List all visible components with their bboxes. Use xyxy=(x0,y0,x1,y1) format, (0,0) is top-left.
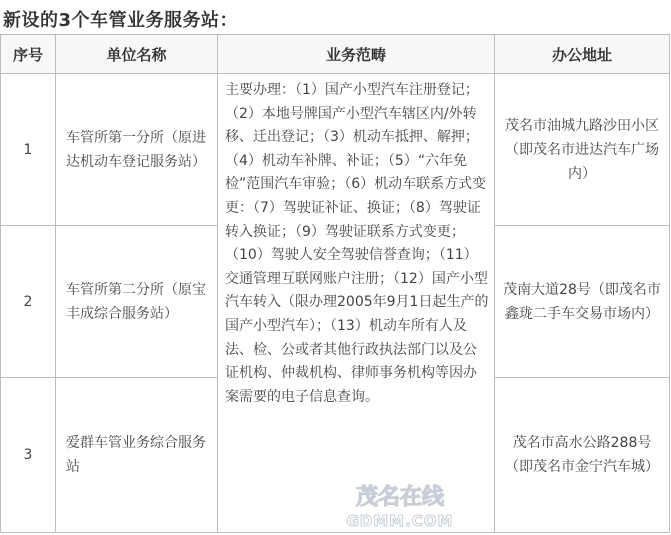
watermark-line1: 茂名在线 xyxy=(355,485,445,510)
office-address: 茂名市高水公路288号（即茂名市金宁汽车城） xyxy=(495,378,670,533)
table-header-row xyxy=(1,35,670,74)
office-address: 茂名市油城九路沙田小区（即茂名市进达汽车广场内） xyxy=(495,74,670,226)
header-no: 序号 xyxy=(1,35,56,74)
unit-name: 车管所第一分所（原进达机动车登记服务站） xyxy=(56,74,218,226)
header-unit-name: 单位名称 xyxy=(56,35,218,74)
header-business-scope: 业务范畴 xyxy=(218,35,495,74)
watermark-line2: GDMM.COM xyxy=(346,512,454,530)
unit-name: 爱群车管业务综合服务站 xyxy=(56,378,218,533)
row-number: 3 xyxy=(1,378,56,533)
service-stations-table xyxy=(0,34,670,533)
unit-name: 车管所第二分所（原宝丰成综合服务站） xyxy=(56,226,218,378)
office-address: 茂南大道28号（即茂名市鑫珑二手车交易市场内） xyxy=(495,226,670,378)
row-number: 2 xyxy=(1,226,56,378)
business-scope: 主要办理：（1）国产小型汽车注册登记；（2）本地号牌国产小型汽车辖区内/外转移、迁出登记；（3）机动车抵押、解押；（4）机动车补牌、补证；（5）“六年免检”范围汽车审验；（6）机动车联系方式变更：（7）驾驶证补证、换证；（8）驾驶证转入换证；（9）驾驶证联系方式变更；（10）驾驶人安全驾驶信誉查询；（11）交通管理互联网账户注册；（12）国产小型汽车转入（限办理2005年9月1日起生产的国产小型汽车）；（13）机动车所有人及法、检、公或者其他行政执法部门以及公证机构、仲裁机构、律师事务机构等因办案需要的电子信息查询。 xyxy=(218,74,495,533)
table-row xyxy=(1,74,670,226)
page-title: 新设的3个车管业务服务站： xyxy=(3,10,239,31)
row-number: 1 xyxy=(1,74,56,226)
header-office-address: 办公地址 xyxy=(495,35,670,74)
